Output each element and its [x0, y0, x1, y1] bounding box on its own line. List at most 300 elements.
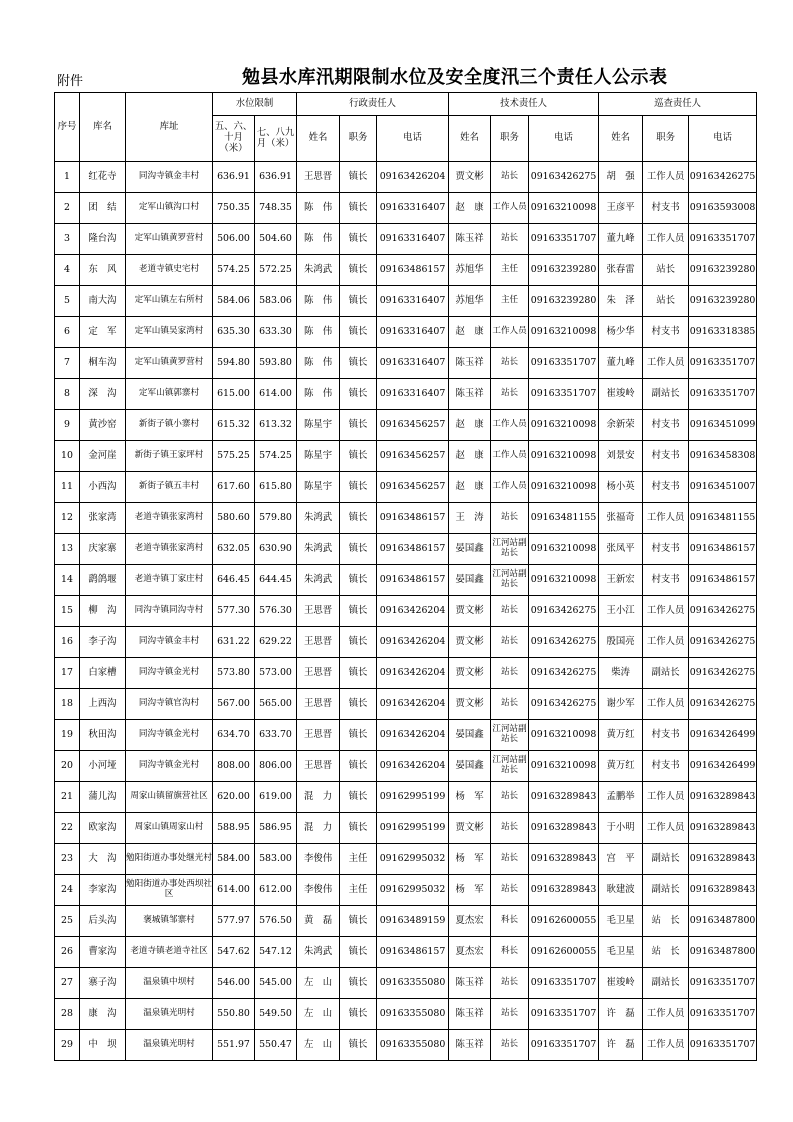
cell-tech-name: 夏杰宏 — [449, 937, 491, 968]
cell-limit-jul-aug-sep: 572.25 — [255, 255, 297, 286]
cell-patrol-position: 工作人员 — [643, 813, 689, 844]
cell-reservoir-name: 蒲儿沟 — [80, 782, 126, 813]
cell-limit-may-jun-oct: 580.60 — [213, 503, 255, 534]
cell-seq: 6 — [55, 317, 80, 348]
cell-admin-position: 镇长 — [340, 472, 377, 503]
cell-seq: 13 — [55, 534, 80, 565]
cell-reservoir-name: 团 结 — [80, 193, 126, 224]
cell-admin-phone: 09163316407 — [377, 286, 449, 317]
cell-limit-may-jun-oct: 634.70 — [213, 720, 255, 751]
cell-patrol-name: 王彦平 — [599, 193, 643, 224]
cell-tech-phone: 09163210098 — [529, 317, 599, 348]
cell-tech-phone: 09163351707 — [529, 1030, 599, 1061]
cell-tech-name: 晏国鑫 — [449, 720, 491, 751]
cell-tech-name: 贾文彬 — [449, 813, 491, 844]
cell-admin-name: 朱鸿武 — [297, 255, 340, 286]
cell-seq: 2 — [55, 193, 80, 224]
cell-admin-phone: 09163316407 — [377, 348, 449, 379]
cell-patrol-phone: 09163351707 — [689, 999, 757, 1030]
cell-tech-name: 晏国鑫 — [449, 565, 491, 596]
cell-tech-position: 站长 — [491, 224, 529, 255]
cell-admin-name: 王思晋 — [297, 627, 340, 658]
cell-reservoir-name: 李家沟 — [80, 875, 126, 906]
table-row — [55, 813, 757, 844]
cell-tech-name: 杨 军 — [449, 844, 491, 875]
cell-tech-name: 贾文彬 — [449, 658, 491, 689]
table-row — [55, 348, 757, 379]
cell-limit-jul-aug-sep: 748.35 — [255, 193, 297, 224]
cell-patrol-phone: 09163426499 — [689, 720, 757, 751]
cell-admin-phone: 09162995032 — [377, 875, 449, 906]
cell-patrol-name: 余新荣 — [599, 410, 643, 441]
cell-patrol-position: 工作人员 — [643, 782, 689, 813]
cell-patrol-name: 杨小英 — [599, 472, 643, 503]
cell-location: 老道寺镇张家湾村 — [126, 503, 213, 534]
cell-admin-phone: 09163486157 — [377, 255, 449, 286]
cell-patrol-name: 崔竣岭 — [599, 379, 643, 410]
cell-admin-name: 王思晋 — [297, 162, 340, 193]
cell-tech-position: 工作人员 — [491, 317, 529, 348]
cell-location: 同沟寺镇同沟寺村 — [126, 596, 213, 627]
cell-tech-position: 科长 — [491, 937, 529, 968]
cell-tech-name: 贾文彬 — [449, 689, 491, 720]
cell-patrol-name: 黄万红 — [599, 720, 643, 751]
cell-patrol-name: 张福奇 — [599, 503, 643, 534]
cell-tech-position: 站长 — [491, 348, 529, 379]
cell-location: 同沟寺镇金光村 — [126, 751, 213, 782]
cell-tech-position: 站长 — [491, 1030, 529, 1061]
cell-tech-phone: 09163239280 — [529, 286, 599, 317]
cell-limit-jul-aug-sep: 613.32 — [255, 410, 297, 441]
page-title: 勉县水库汛期限制水位及安全度汛三个责任人公示表 — [242, 67, 668, 88]
header-admin-responsible: 行政责任人 — [297, 93, 449, 116]
cell-admin-position: 镇长 — [340, 348, 377, 379]
cell-tech-phone: 09163426275 — [529, 627, 599, 658]
cell-patrol-position: 副站长 — [643, 844, 689, 875]
cell-location: 勉阳街道办事处西坝社区 — [126, 875, 213, 906]
cell-admin-name: 陈 伟 — [297, 317, 340, 348]
cell-reservoir-name: 中 坝 — [80, 1030, 126, 1061]
cell-location: 同沟寺镇金丰村 — [126, 162, 213, 193]
cell-admin-position: 镇长 — [340, 441, 377, 472]
cell-admin-position: 镇长 — [340, 193, 377, 224]
cell-tech-phone: 09162600055 — [529, 906, 599, 937]
header-water-level-limit: 水位限制 — [213, 93, 297, 116]
cell-limit-jul-aug-sep: 574.25 — [255, 441, 297, 472]
cell-admin-name: 朱鸿武 — [297, 565, 340, 596]
cell-tech-phone: 09163210098 — [529, 441, 599, 472]
cell-admin-phone: 09163355080 — [377, 1030, 449, 1061]
cell-tech-phone: 09163210098 — [529, 193, 599, 224]
cell-reservoir-name: 庆家寨 — [80, 534, 126, 565]
cell-reservoir-name: 后头沟 — [80, 906, 126, 937]
cell-admin-position: 镇长 — [340, 689, 377, 720]
cell-patrol-name: 宫 平 — [599, 844, 643, 875]
cell-patrol-phone: 09163289843 — [689, 844, 757, 875]
cell-patrol-name: 张凤平 — [599, 534, 643, 565]
cell-seq: 11 — [55, 472, 80, 503]
cell-patrol-name: 毛卫星 — [599, 937, 643, 968]
cell-limit-jul-aug-sep: 576.30 — [255, 596, 297, 627]
cell-admin-phone: 09163355080 — [377, 999, 449, 1030]
cell-patrol-name: 孟鹏举 — [599, 782, 643, 813]
cell-patrol-phone: 09163351707 — [689, 348, 757, 379]
cell-tech-phone: 09163351707 — [529, 224, 599, 255]
cell-tech-position: 工作人员 — [491, 193, 529, 224]
cell-limit-jul-aug-sep: 504.60 — [255, 224, 297, 255]
cell-tech-position: 站长 — [491, 658, 529, 689]
cell-limit-jul-aug-sep: 576.50 — [255, 906, 297, 937]
cell-patrol-position: 工作人员 — [643, 224, 689, 255]
cell-patrol-phone: 09163426275 — [689, 627, 757, 658]
cell-limit-may-jun-oct: 577.97 — [213, 906, 255, 937]
cell-patrol-phone: 09163458308 — [689, 441, 757, 472]
cell-location: 同沟寺镇金光村 — [126, 720, 213, 751]
cell-admin-phone: 09163486157 — [377, 503, 449, 534]
cell-seq: 9 — [55, 410, 80, 441]
cell-admin-phone: 09163426204 — [377, 627, 449, 658]
header-tech-phone: 电话 — [529, 116, 599, 162]
cell-patrol-position: 村支书 — [643, 751, 689, 782]
cell-patrol-position: 村支书 — [643, 410, 689, 441]
cell-reservoir-name: 寨子沟 — [80, 968, 126, 999]
cell-limit-jul-aug-sep: 619.00 — [255, 782, 297, 813]
cell-patrol-position: 村支书 — [643, 720, 689, 751]
cell-patrol-phone: 09163318385 — [689, 317, 757, 348]
cell-admin-name: 陈 伟 — [297, 193, 340, 224]
cell-limit-jul-aug-sep: 565.00 — [255, 689, 297, 720]
header-patrol-position: 职务 — [643, 116, 689, 162]
cell-reservoir-name: 桐车沟 — [80, 348, 126, 379]
cell-reservoir-name: 南大沟 — [80, 286, 126, 317]
cell-patrol-position: 站 长 — [643, 937, 689, 968]
cell-patrol-phone: 09163426275 — [689, 596, 757, 627]
cell-admin-phone: 09163456257 — [377, 472, 449, 503]
cell-tech-name: 贾文彬 — [449, 596, 491, 627]
cell-patrol-phone: 09163351707 — [689, 379, 757, 410]
cell-reservoir-name: 上西沟 — [80, 689, 126, 720]
cell-seq: 23 — [55, 844, 80, 875]
cell-limit-jul-aug-sep: 573.00 — [255, 658, 297, 689]
cell-location: 定军山镇黄罗营村 — [126, 224, 213, 255]
cell-tech-name: 赵 康 — [449, 441, 491, 472]
cell-admin-phone: 09162995199 — [377, 782, 449, 813]
cell-limit-may-jun-oct: 577.30 — [213, 596, 255, 627]
cell-limit-jul-aug-sep: 583.06 — [255, 286, 297, 317]
cell-seq: 19 — [55, 720, 80, 751]
table-row — [55, 1030, 757, 1061]
cell-admin-phone: 09163426204 — [377, 162, 449, 193]
cell-location: 周家山镇留旗营社区 — [126, 782, 213, 813]
header-admin-position: 职务 — [340, 116, 377, 162]
cell-patrol-position: 村支书 — [643, 441, 689, 472]
cell-limit-jul-aug-sep: 633.30 — [255, 317, 297, 348]
cell-limit-may-jun-oct: 584.00 — [213, 844, 255, 875]
cell-patrol-phone: 09163487800 — [689, 906, 757, 937]
table-row — [55, 255, 757, 286]
cell-seq: 21 — [55, 782, 80, 813]
cell-patrol-name: 毛卫星 — [599, 906, 643, 937]
cell-admin-position: 镇长 — [340, 317, 377, 348]
cell-tech-phone: 09162600055 — [529, 937, 599, 968]
cell-location: 勉阳街道办事处继光村 — [126, 844, 213, 875]
table-row — [55, 162, 757, 193]
table-row — [55, 565, 757, 596]
cell-patrol-phone: 09163351707 — [689, 968, 757, 999]
table-row — [55, 379, 757, 410]
cell-patrol-phone: 09163426499 — [689, 751, 757, 782]
cell-location: 定军山镇郭寨村 — [126, 379, 213, 410]
cell-tech-phone: 09163210098 — [529, 534, 599, 565]
cell-patrol-phone: 09163239280 — [689, 255, 757, 286]
cell-seq: 14 — [55, 565, 80, 596]
cell-admin-name: 李俊伟 — [297, 844, 340, 875]
cell-admin-phone: 09163456257 — [377, 441, 449, 472]
cell-patrol-phone: 09163481155 — [689, 503, 757, 534]
header-reservoir-name: 库名 — [80, 93, 126, 162]
cell-location: 新街子镇五丰村 — [126, 472, 213, 503]
cell-patrol-position: 副站长 — [643, 658, 689, 689]
cell-patrol-phone: 09163451099 — [689, 410, 757, 441]
cell-location: 温泉镇光明村 — [126, 1030, 213, 1061]
cell-seq: 12 — [55, 503, 80, 534]
cell-admin-name: 左 山 — [297, 968, 340, 999]
cell-limit-jul-aug-sep: 629.22 — [255, 627, 297, 658]
cell-admin-position: 镇长 — [340, 224, 377, 255]
cell-limit-may-jun-oct: 550.80 — [213, 999, 255, 1030]
table-row — [55, 844, 757, 875]
cell-admin-position: 镇长 — [340, 782, 377, 813]
cell-reservoir-name: 隆台沟 — [80, 224, 126, 255]
table-row — [55, 193, 757, 224]
cell-reservoir-name: 李子沟 — [80, 627, 126, 658]
cell-tech-position: 站长 — [491, 782, 529, 813]
cell-patrol-name: 张春雷 — [599, 255, 643, 286]
cell-limit-jul-aug-sep: 549.50 — [255, 999, 297, 1030]
cell-tech-name: 杨 军 — [449, 782, 491, 813]
cell-admin-name: 朱鸿武 — [297, 937, 340, 968]
cell-tech-position: 站长 — [491, 875, 529, 906]
cell-tech-position: 站长 — [491, 689, 529, 720]
cell-seq: 5 — [55, 286, 80, 317]
cell-tech-phone: 09163426275 — [529, 162, 599, 193]
cell-admin-phone: 09163426204 — [377, 596, 449, 627]
cell-admin-name: 朱鸿武 — [297, 534, 340, 565]
cell-admin-position: 镇长 — [340, 720, 377, 751]
table-row — [55, 658, 757, 689]
cell-admin-name: 李俊伟 — [297, 875, 340, 906]
cell-tech-phone: 09163289843 — [529, 875, 599, 906]
cell-patrol-name: 王小江 — [599, 596, 643, 627]
table-row — [55, 534, 757, 565]
cell-tech-name: 苏旭华 — [449, 255, 491, 286]
table-row — [55, 875, 757, 906]
cell-patrol-name: 许 磊 — [599, 1030, 643, 1061]
cell-tech-position: 工作人员 — [491, 410, 529, 441]
cell-patrol-position: 站 长 — [643, 906, 689, 937]
cell-patrol-position: 工作人员 — [643, 162, 689, 193]
cell-admin-position: 镇长 — [340, 906, 377, 937]
cell-patrol-phone: 09163351707 — [689, 1030, 757, 1061]
cell-admin-position: 镇长 — [340, 596, 377, 627]
cell-patrol-position: 副站长 — [643, 968, 689, 999]
cell-tech-name: 陈玉祥 — [449, 968, 491, 999]
cell-limit-may-jun-oct: 575.25 — [213, 441, 255, 472]
cell-patrol-phone: 09163351707 — [689, 224, 757, 255]
header-limit-jul-aug-sep: 七、八九月（米） — [255, 116, 297, 162]
cell-patrol-phone: 09163486157 — [689, 565, 757, 596]
table-row — [55, 503, 757, 534]
cell-location: 新街子镇小寨村 — [126, 410, 213, 441]
cell-admin-name: 陈星宇 — [297, 410, 340, 441]
cell-admin-phone: 09163426204 — [377, 658, 449, 689]
cell-tech-position: 工作人员 — [491, 441, 529, 472]
table-row — [55, 906, 757, 937]
cell-tech-phone: 09163289843 — [529, 844, 599, 875]
cell-limit-jul-aug-sep: 636.91 — [255, 162, 297, 193]
header-patrol-responsible: 巡查责任人 — [599, 93, 757, 116]
cell-seq: 26 — [55, 937, 80, 968]
cell-location: 定军山镇左右所村 — [126, 286, 213, 317]
cell-tech-name: 杨 军 — [449, 875, 491, 906]
cell-admin-position: 镇长 — [340, 658, 377, 689]
cell-admin-phone: 09163489159 — [377, 906, 449, 937]
cell-seq: 15 — [55, 596, 80, 627]
cell-tech-phone: 09163481155 — [529, 503, 599, 534]
cell-tech-position: 科长 — [491, 906, 529, 937]
cell-limit-may-jun-oct: 594.80 — [213, 348, 255, 379]
cell-location: 定军山镇黄罗营村 — [126, 348, 213, 379]
cell-tech-position: 江河站副站长 — [491, 565, 529, 596]
cell-location: 温泉镇光明村 — [126, 999, 213, 1030]
cell-location: 老道寺镇丁家庄村 — [126, 565, 213, 596]
cell-patrol-phone: 09163593008 — [689, 193, 757, 224]
cell-admin-phone: 09162995199 — [377, 813, 449, 844]
cell-tech-phone: 09163210098 — [529, 720, 599, 751]
cell-patrol-position: 村支书 — [643, 317, 689, 348]
cell-patrol-phone: 09163426275 — [689, 162, 757, 193]
cell-seq: 10 — [55, 441, 80, 472]
cell-admin-name: 王思晋 — [297, 689, 340, 720]
cell-patrol-position: 工作人员 — [643, 627, 689, 658]
cell-tech-phone: 09163426275 — [529, 658, 599, 689]
table-row — [55, 968, 757, 999]
cell-reservoir-name: 白家槽 — [80, 658, 126, 689]
cell-patrol-name: 胡 强 — [599, 162, 643, 193]
cell-tech-name: 晏国鑫 — [449, 534, 491, 565]
cell-limit-may-jun-oct: 614.00 — [213, 875, 255, 906]
cell-patrol-name: 许 磊 — [599, 999, 643, 1030]
cell-tech-phone: 09163210098 — [529, 751, 599, 782]
cell-tech-position: 站长 — [491, 999, 529, 1030]
cell-limit-may-jun-oct: 567.00 — [213, 689, 255, 720]
cell-location: 同沟寺镇官沟村 — [126, 689, 213, 720]
table-row — [55, 596, 757, 627]
cell-admin-phone: 09163486157 — [377, 534, 449, 565]
cell-patrol-name: 朱 泽 — [599, 286, 643, 317]
cell-reservoir-name: 定 军 — [80, 317, 126, 348]
cell-admin-name: 陈 伟 — [297, 286, 340, 317]
cell-tech-position: 站长 — [491, 968, 529, 999]
table-row — [55, 410, 757, 441]
cell-limit-jul-aug-sep: 644.45 — [255, 565, 297, 596]
cell-patrol-phone: 09163426275 — [689, 689, 757, 720]
cell-limit-may-jun-oct: 506.00 — [213, 224, 255, 255]
cell-limit-jul-aug-sep: 593.80 — [255, 348, 297, 379]
cell-seq: 1 — [55, 162, 80, 193]
cell-tech-position: 江河站副站长 — [491, 720, 529, 751]
cell-admin-name: 陈 伟 — [297, 348, 340, 379]
cell-limit-jul-aug-sep: 614.00 — [255, 379, 297, 410]
table-row — [55, 286, 757, 317]
cell-admin-position: 镇长 — [340, 565, 377, 596]
responsibility-table — [54, 92, 757, 1061]
cell-patrol-name: 董九峰 — [599, 348, 643, 379]
cell-limit-jul-aug-sep: 579.80 — [255, 503, 297, 534]
cell-patrol-name: 于小明 — [599, 813, 643, 844]
cell-admin-name: 王思晋 — [297, 720, 340, 751]
cell-location: 同沟寺镇金丰村 — [126, 627, 213, 658]
cell-admin-position: 镇长 — [340, 968, 377, 999]
cell-seq: 25 — [55, 906, 80, 937]
cell-patrol-name: 殷国亮 — [599, 627, 643, 658]
annex-label: 附件 — [57, 74, 84, 89]
cell-admin-name: 陈 伟 — [297, 224, 340, 255]
cell-tech-position: 主任 — [491, 286, 529, 317]
cell-patrol-position: 工作人员 — [643, 596, 689, 627]
cell-patrol-name: 杨少华 — [599, 317, 643, 348]
cell-patrol-position: 村支书 — [643, 534, 689, 565]
cell-reservoir-name: 秋田沟 — [80, 720, 126, 751]
cell-patrol-position: 副站长 — [643, 379, 689, 410]
cell-limit-may-jun-oct: 808.00 — [213, 751, 255, 782]
cell-limit-may-jun-oct: 588.95 — [213, 813, 255, 844]
cell-limit-may-jun-oct: 547.62 — [213, 937, 255, 968]
cell-tech-position: 工作人员 — [491, 472, 529, 503]
cell-limit-may-jun-oct: 574.25 — [213, 255, 255, 286]
cell-tech-name: 晏国鑫 — [449, 751, 491, 782]
cell-tech-position: 站长 — [491, 596, 529, 627]
cell-admin-position: 镇长 — [340, 813, 377, 844]
cell-tech-position: 站长 — [491, 162, 529, 193]
cell-tech-name: 陈玉祥 — [449, 1030, 491, 1061]
cell-patrol-name: 谢少军 — [599, 689, 643, 720]
cell-tech-position: 江河站副站长 — [491, 534, 529, 565]
cell-admin-phone: 09163316407 — [377, 317, 449, 348]
cell-reservoir-name: 小西沟 — [80, 472, 126, 503]
cell-tech-phone: 09163351707 — [529, 999, 599, 1030]
cell-admin-position: 主任 — [340, 844, 377, 875]
table-body — [55, 162, 757, 1061]
cell-tech-phone: 09163289843 — [529, 782, 599, 813]
table-row — [55, 999, 757, 1030]
cell-patrol-position: 副站长 — [643, 875, 689, 906]
cell-patrol-position: 工作人员 — [643, 1030, 689, 1061]
cell-seq: 24 — [55, 875, 80, 906]
cell-limit-may-jun-oct: 750.35 — [213, 193, 255, 224]
cell-admin-position: 镇长 — [340, 162, 377, 193]
cell-seq: 18 — [55, 689, 80, 720]
cell-location: 老道寺镇老道寺社区 — [126, 937, 213, 968]
cell-location: 定军山镇吴家湾村 — [126, 317, 213, 348]
cell-tech-position: 站长 — [491, 813, 529, 844]
cell-admin-phone: 09163426204 — [377, 689, 449, 720]
cell-seq: 17 — [55, 658, 80, 689]
cell-limit-may-jun-oct: 615.00 — [213, 379, 255, 410]
cell-limit-jul-aug-sep: 633.70 — [255, 720, 297, 751]
header-admin-name: 姓名 — [297, 116, 340, 162]
cell-location: 周家山镇周家山村 — [126, 813, 213, 844]
